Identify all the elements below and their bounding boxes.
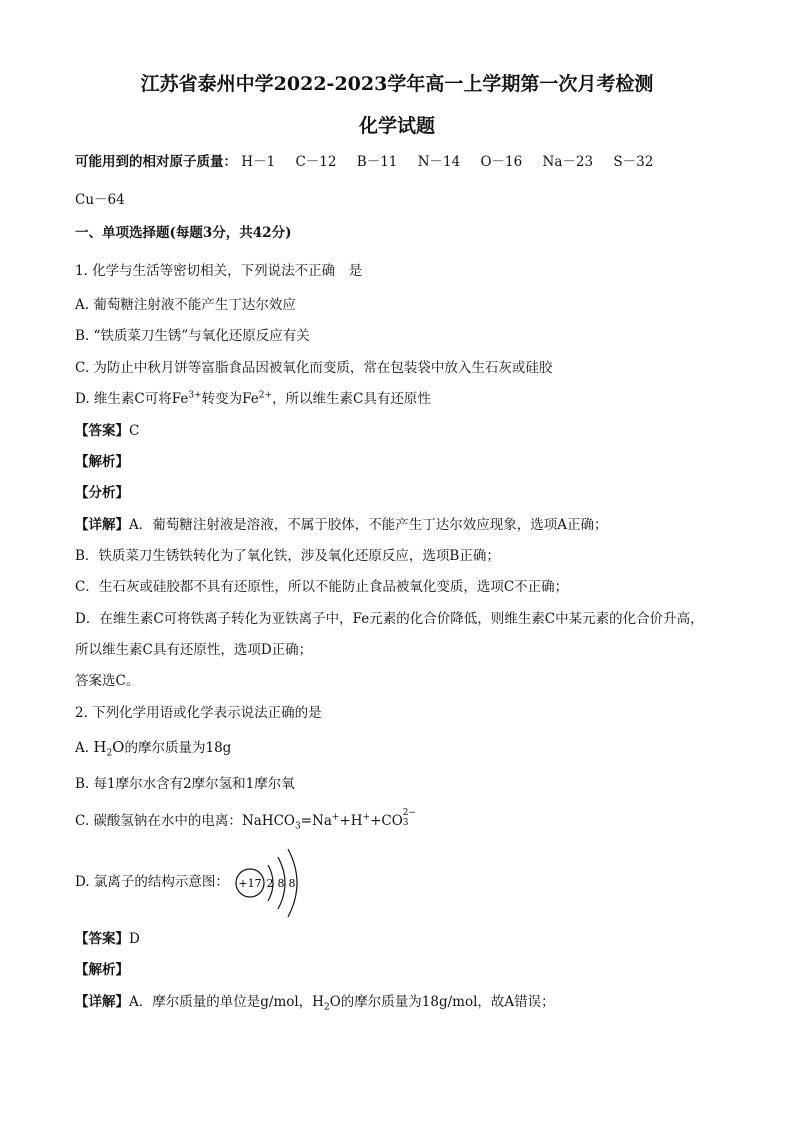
q2-answer-tag: 【答案】	[75, 931, 129, 947]
q2-c-sup1: +	[331, 812, 340, 823]
q1-detail-d2: 所以维生素C具有还原性，选项D正确；	[75, 642, 313, 658]
q2-c-prefix: C. 碳酸氢钠在水中的电离：	[75, 813, 242, 829]
q1-d-sup-1: 3+	[188, 390, 202, 401]
q2-detail-a-pre: A．摩尔质量的单位是g/mol，H	[129, 994, 324, 1010]
q2-detail-a-sub: 2	[323, 1002, 330, 1013]
q2-option-b: B. 每1摩尔水含有2摩尔氢和1摩尔氧	[75, 776, 295, 792]
q1-detail-c: C．生石灰或硅胶都不具有还原性，所以不能防止食品被氧化变质，选项C不正确；	[75, 579, 569, 595]
q1-d-text-2: 转变为Fe	[201, 391, 259, 407]
q1-d-text-3: ，所以维生素C具有还原性	[272, 391, 431, 407]
atomic-masses-label: 可能用到的相对原子质量：	[75, 154, 237, 170]
q2-c-f4: +CO	[370, 813, 403, 829]
atomic-masses	[75, 153, 669, 171]
atomic-mass-o: O－16	[480, 154, 523, 170]
section-heading: 一、单项选择题(每题3分，共42分)	[75, 225, 292, 241]
q1-option-a: A. 葡萄糖注射液不能产生丁达尔效应	[75, 297, 296, 313]
q2-c-script	[402, 808, 417, 828]
q2-option-a	[75, 738, 231, 757]
q1-d-sup-2: 2+	[258, 390, 273, 401]
atomic-mass-c: C－12	[295, 154, 337, 170]
q2-c-f2: =Na	[300, 813, 332, 829]
atomic-mass-n: N－14	[417, 154, 461, 170]
q1-d-text-1: D. 维生素C可将Fe	[75, 391, 189, 407]
q2-detail-a-post: O的摩尔质量为18g/mol，故A错误；	[329, 994, 555, 1010]
q2-a-h: H	[93, 738, 107, 756]
page-title: 江苏省泰州中学2022-2023学年高一上学期第一次月考检测	[140, 73, 654, 95]
q2-detail-a	[75, 993, 555, 1011]
q2-c-sub1: 3	[294, 821, 301, 832]
shell-1-count: 2	[266, 877, 274, 890]
q1-detail-d1: D．在维生素C可将铁离子转化为亚铁离子中，Fe元素的化合价降低，则维生素C中某元素的化合价升高，	[75, 611, 704, 627]
atomic-mass-s: S－32	[613, 154, 654, 170]
q2-answer	[75, 930, 140, 948]
q1-detail-a	[75, 516, 608, 534]
q2-c-sup3: 2−	[402, 808, 417, 818]
q2-c-f1: NaHCO	[241, 813, 295, 829]
shell-2-count: 8	[277, 877, 285, 890]
q1-conclusion: 答案选C。	[75, 673, 140, 689]
chloride-ion-structure-diagram	[230, 843, 310, 923]
q2-a-o: O	[112, 738, 125, 756]
atomic-mass-h: H－1	[241, 154, 276, 170]
page-subtitle: 化学试题	[358, 115, 435, 137]
q2-detail-tag: 【详解】	[75, 994, 129, 1010]
nucleus-charge: +17	[238, 877, 262, 890]
q2-c-sub2: 3	[402, 818, 409, 828]
atomic-mass-na: Na－23	[542, 154, 594, 170]
q1-detail-tag: 【详解】	[75, 517, 129, 533]
q2-a-text: 的摩尔质量为18g	[124, 740, 232, 756]
q1-answer-tag: 【答案】	[75, 423, 129, 439]
q1-stem: 1. 化学与生活等密切相关，下列说法不正确 是	[75, 263, 363, 279]
atomic-mass-b: B－11	[356, 154, 398, 170]
q1-option-c: C. 为防止中秋月饼等富脂食品因被氧化而变质，常在包装袋中放入生石灰或硅胶	[75, 360, 553, 376]
q2-a-sub: 2	[106, 748, 113, 759]
q2-a-prefix: A.	[75, 740, 94, 756]
q2-analysis-tag: 【解析】	[75, 962, 129, 978]
q2-option-c	[75, 808, 417, 832]
q1-option-d	[75, 390, 431, 408]
q2-c-f3: +H	[339, 813, 363, 829]
q2-option-d: D. 氯离子的结构示意图：	[75, 874, 229, 890]
q2-stem: 2. 下列化学用语或化学表示说法正确的是	[75, 705, 322, 721]
q1-answer	[75, 422, 139, 440]
q1-fenxi-tag: 【分析】	[75, 485, 129, 501]
q1-option-b: B. “铁质菜刀生锈”与氧化还原反应有关	[75, 328, 310, 344]
q1-analysis-tag: 【解析】	[75, 454, 129, 470]
atomic-mass-cu: Cu－64	[75, 192, 125, 208]
q2-answer-value: D	[129, 931, 140, 947]
q1-detail-a-text: A．葡萄糖注射液是溶液，不属于胶体，不能产生丁达尔效应现象，选项A正确；	[129, 517, 608, 533]
q1-detail-b: B．铁质菜刀生锈铁转化为了氧化铁，涉及氧化还原反应，选项B正确；	[75, 548, 500, 564]
shell-3-count: 8	[288, 877, 296, 890]
q1-answer-value: C	[129, 423, 140, 439]
q2-c-sup2: +	[362, 812, 371, 823]
